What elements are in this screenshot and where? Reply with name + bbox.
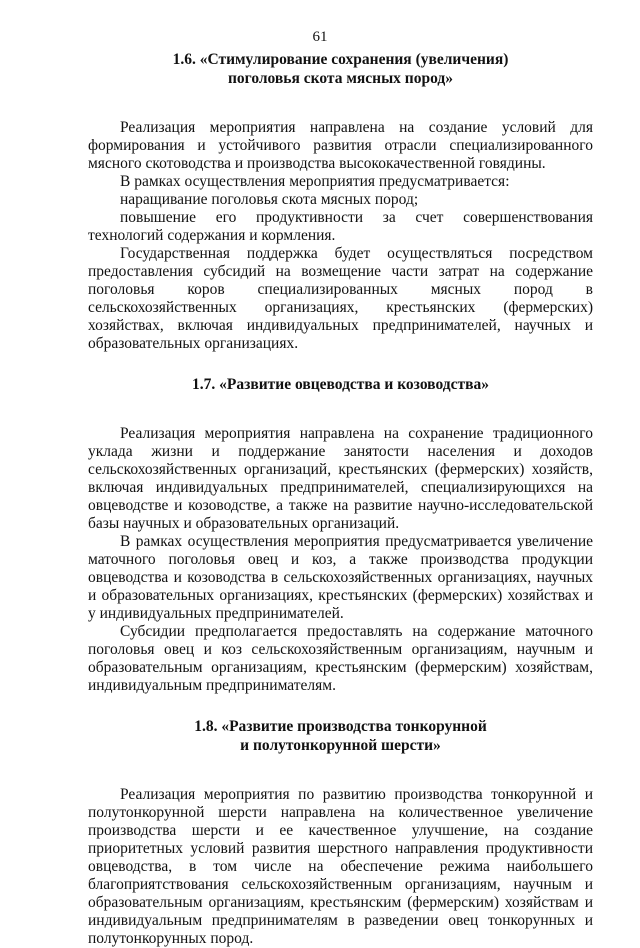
page-number: 61 — [312, 29, 328, 45]
paragraph: Субсидии предполагается предоставлять на содержание маточного поголовья овец и коз сельскохозяйственным организациям, научным и образовательным организациям, крестьянским (фермерским) хозяйствам, индивидуальным предпринимателям. — [88, 623, 593, 694]
document-body — [88, 50, 593, 948]
paragraph: Реализация мероприятия направлена на сохранение традиционного уклада жизни и поддержание занятости населения и доходов сельскохозяйственных организаций, крестьянских (фермерских) хозяйств, включая индивидуальных предпринимателей, специализирующихся на овцеводстве и козоводстве, а также на развитие научно-исследовательской базы научных и образовательных организаций. — [88, 425, 593, 532]
section-heading — [88, 717, 593, 755]
paragraph: повышение его продуктивности за счет совершенствования технологий содержания и кормления. — [88, 209, 593, 244]
paragraph: Реализация мероприятия направлена на создание условий для формирования и устойчивого развития отрасли специализированного мясного скотоводства и производства высококачественной говядины. — [88, 119, 593, 172]
section-heading — [88, 375, 593, 394]
heading-line: 1.8. «Развитие производства тонкорунной — [194, 718, 487, 735]
heading-line: и полутонкорунной шерсти» — [240, 737, 441, 754]
section-heading — [88, 50, 593, 88]
paragraph: В рамках осуществления мероприятия предусматривается увеличение маточного поголовья овец и коз, а также производства продукции овцеводства и козоводства в сельскохозяйственных организациях, научных и образовательных организациях, крестьянских (фермерских) хозяйствах и у индивидуальных предпринимателей. — [88, 533, 593, 622]
heading-line: поголовья скота мясных пород» — [227, 70, 454, 87]
paragraph: наращивание поголовья скота мясных пород; — [120, 191, 419, 208]
paragraph: В рамках осуществления мероприятия предусматривается: — [120, 173, 510, 190]
section-1-7 — [88, 375, 593, 695]
paragraph: Государственная поддержка будет осуществляться посредством предоставления субсидий на возмещение части затрат на содержание поголовья коров специализированных мясных пород в сельскохозяйственных организациях, крестьянских (фермерских) хозяйствах, включая индивидуальных предпринимателей, научных и образовательных организациях. — [88, 245, 593, 352]
paragraph: Реализация мероприятия по развитию производства тонкорунной и полутонкорунной шерсти направлена на количественное увеличение производства шерсти и ее качественное улучшение, на создание приоритетных условий развития шерстного направления продуктивности овцеводства, в том числе на обеспечение режима наибольшего благоприятствования сельскохозяйственным организациям, научным и образовательным организациям, крестьянским (фермерским) хозяйствам и индивидуальным предпринимателям в разведении овец тонкорунных и полутонкорунных пород. — [88, 786, 593, 947]
section-1-6 — [88, 50, 593, 353]
section-1-8 — [88, 717, 593, 948]
heading-line: 1.6. «Стимулирование сохранения (увеличения) — [172, 51, 509, 68]
heading-line: 1.7. «Развитие овцеводства и козоводства» — [192, 376, 489, 393]
